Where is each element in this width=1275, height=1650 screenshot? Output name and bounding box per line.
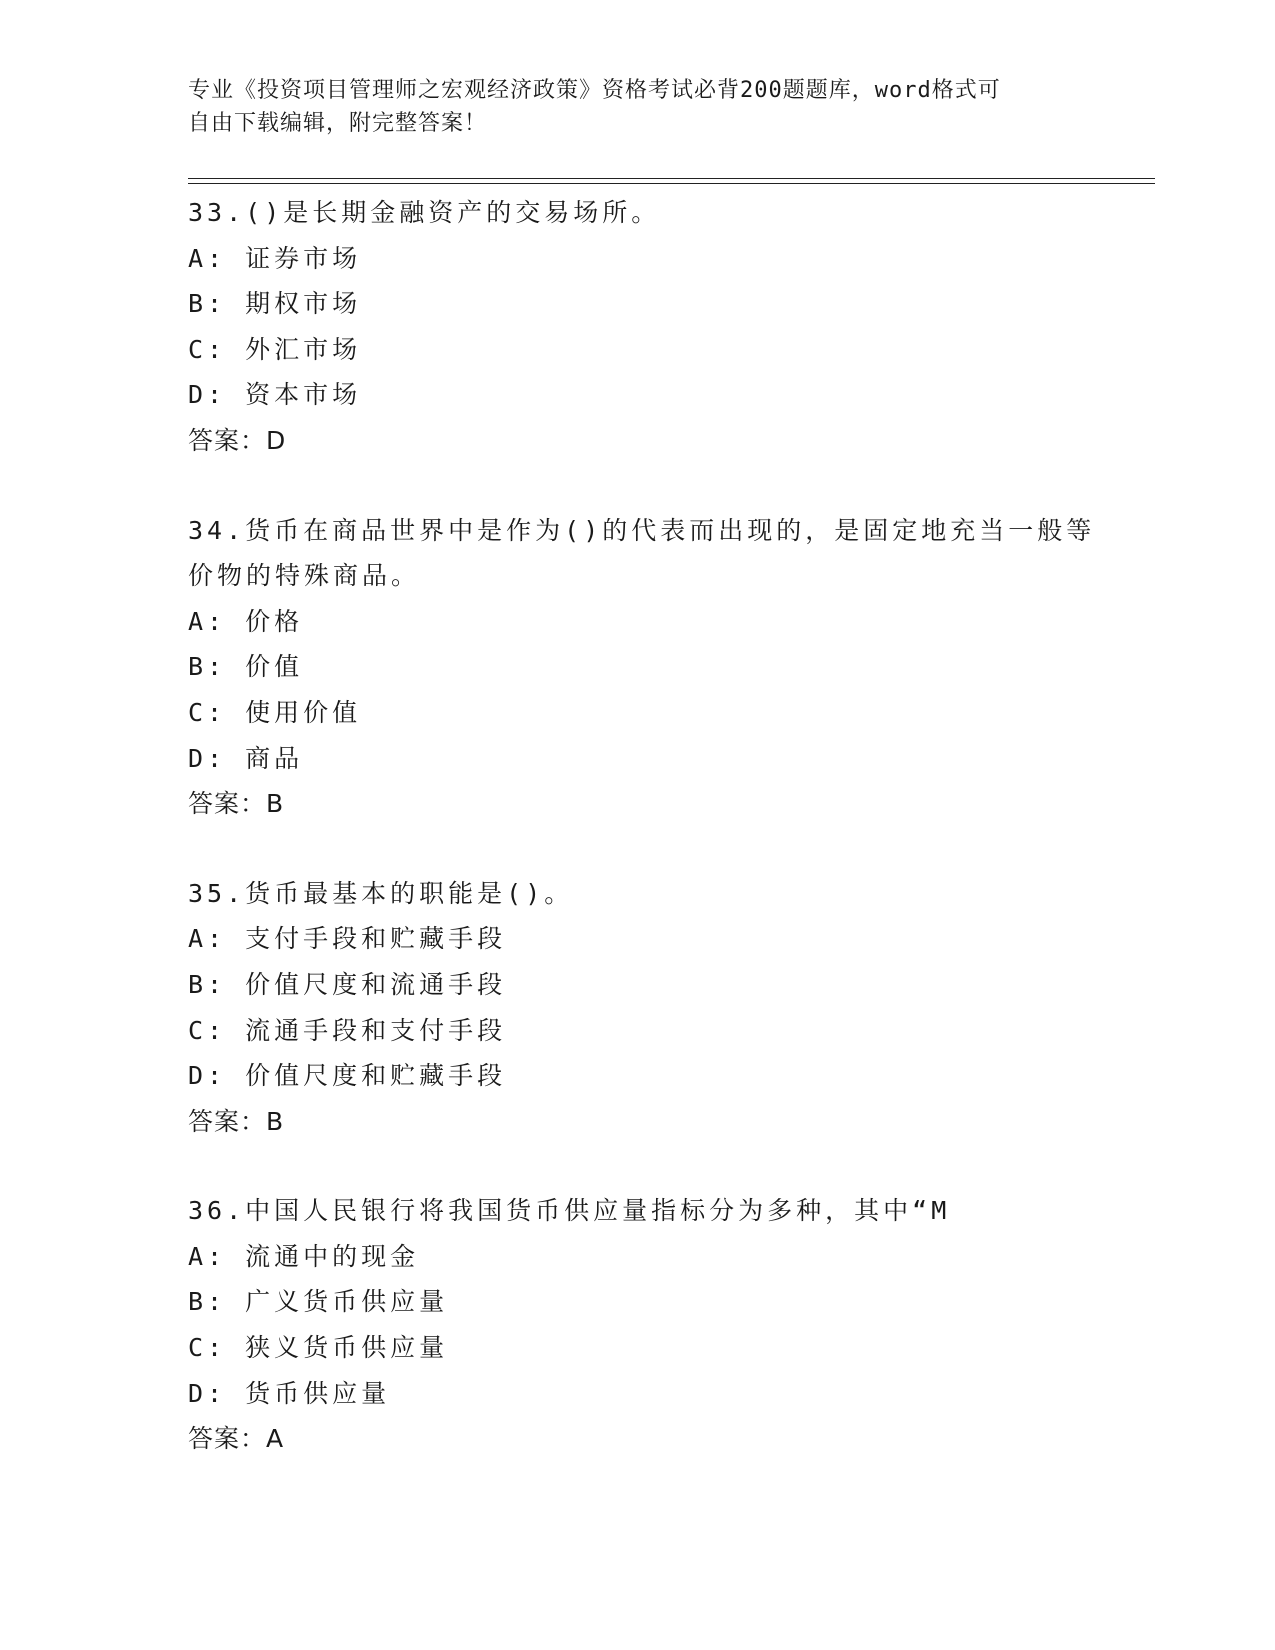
option-b: B: 价值尺度和流通手段 (188, 969, 507, 999)
question-stem: 34.货币在商品世界中是作为()的代表而出现的，是固定地充当一般等 (188, 515, 1096, 545)
option-a: A: 证券市场 (188, 243, 362, 273)
option-d: D: 价值尺度和贮藏手段 (188, 1061, 507, 1091)
option-d: D: 商品 (188, 743, 304, 773)
question-33 (188, 190, 1088, 464)
question-34 (188, 508, 1096, 827)
option-b: B: 期权市场 (188, 289, 362, 319)
answer: 答案：B (188, 1106, 285, 1136)
question-stem: 36.中国人民银行将我国货币供应量指标分为多种，其中“M (188, 1196, 951, 1226)
answer: 答案：A (188, 1424, 285, 1454)
question-stem: 35.货币最基本的职能是()。 (188, 878, 574, 908)
option-c: C: 外汇市场 (188, 334, 362, 364)
question-36 (188, 1188, 1088, 1462)
option-a: A: 流通中的现金 (188, 1241, 420, 1271)
question-35 (188, 871, 1088, 1145)
question-stem: 价物的特殊商品。 (188, 561, 421, 591)
option-a: A: 支付手段和贮藏手段 (188, 924, 507, 954)
option-c: C: 流通手段和支付手段 (188, 1015, 507, 1045)
option-b: B: 广义货币供应量 (188, 1287, 449, 1317)
option-d: D: 货币供应量 (188, 1378, 391, 1408)
answer: 答案：D (188, 425, 287, 455)
answer: 答案：B (188, 789, 285, 819)
header-divider (188, 178, 1155, 179)
document-header (188, 74, 1068, 140)
option-a: A: 价格 (188, 606, 304, 636)
question-list (188, 190, 1096, 1462)
option-d: D: 资本市场 (188, 380, 362, 410)
header-divider (188, 183, 1155, 184)
header-line: 专业《投资项目管理师之宏观经济政策》资格考试必背200题题库，word格式可 (188, 78, 1001, 103)
option-c: C: 使用价值 (188, 697, 362, 727)
header-line: 自由下载编辑，附完整答案！ (188, 111, 488, 136)
question-stem: 33.()是长期金融资产的交易场所。 (188, 198, 661, 227)
option-c: C: 狭义货币供应量 (188, 1333, 449, 1363)
option-b: B: 价值 (188, 652, 304, 682)
